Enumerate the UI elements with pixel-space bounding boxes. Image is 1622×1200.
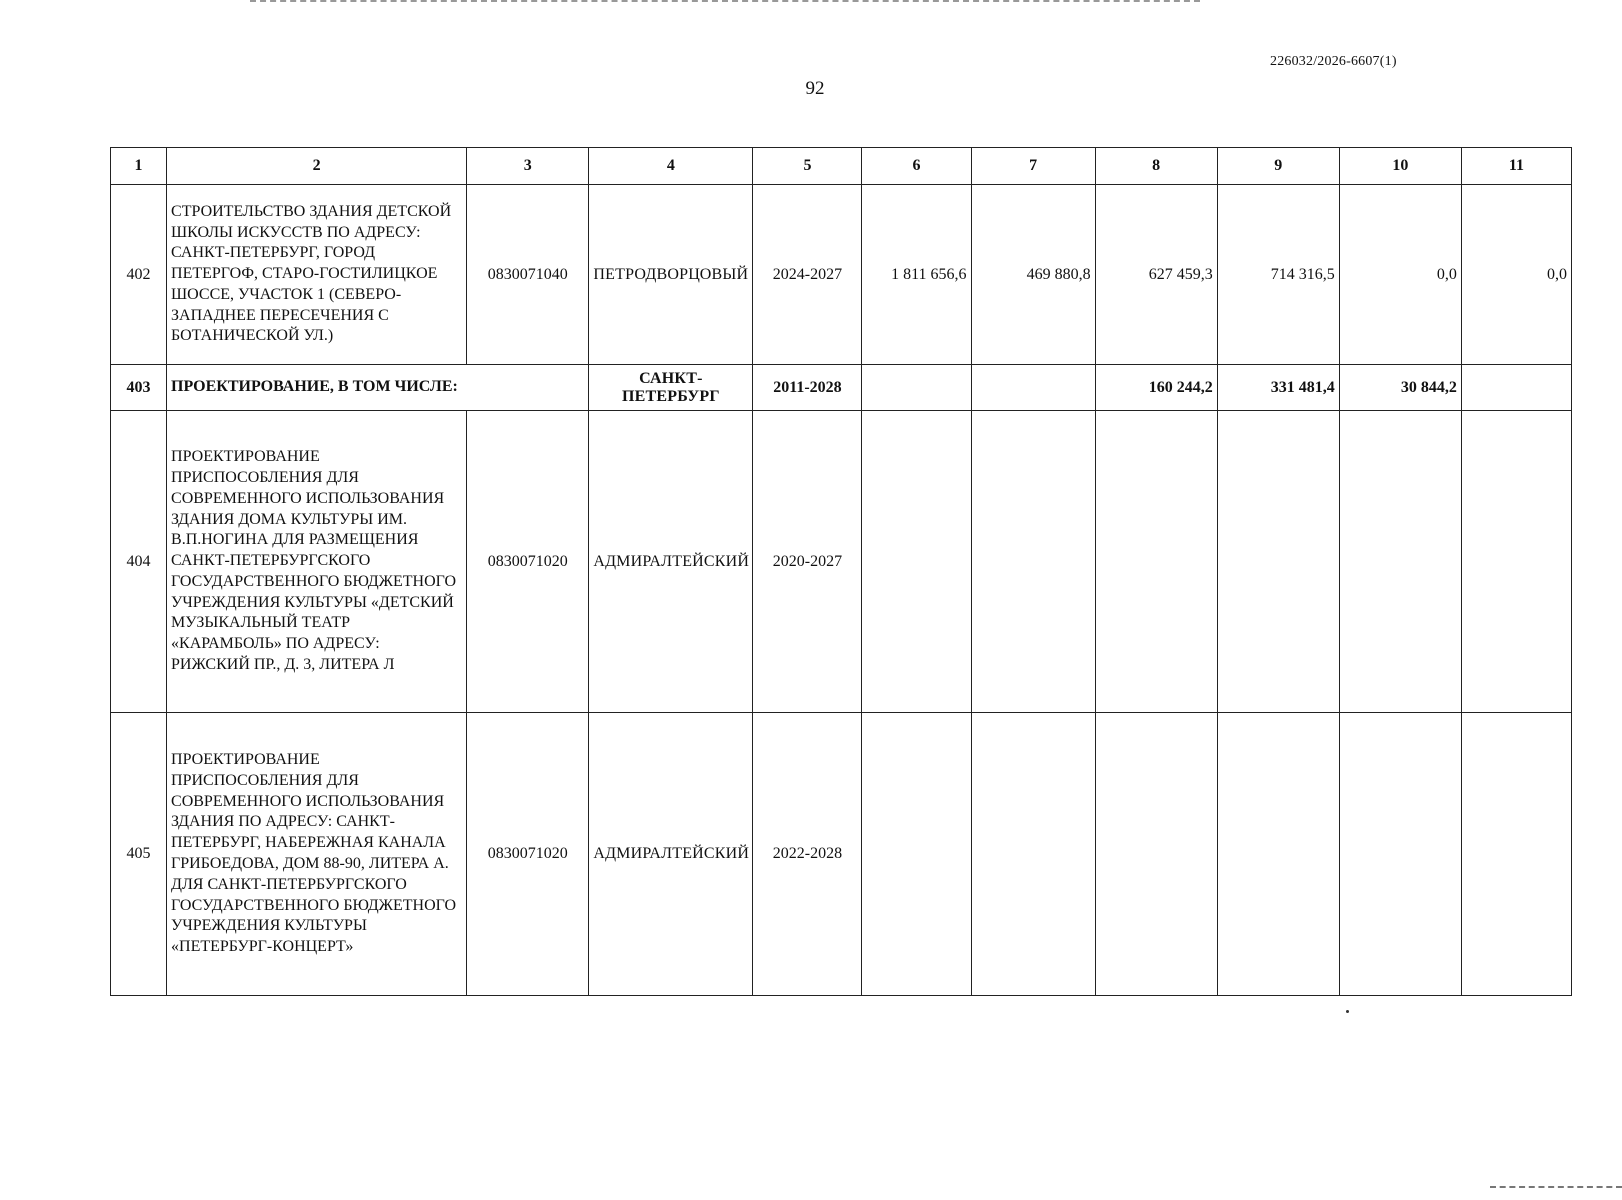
column-header: 6 (862, 148, 971, 185)
row-number: 403 (111, 365, 167, 411)
column-header: 11 (1461, 148, 1571, 185)
table-row (111, 411, 1572, 713)
column-header: 9 (1217, 148, 1339, 185)
years: 2024-2027 (753, 185, 862, 365)
value-col-8: 160 244,2 (1095, 365, 1217, 411)
column-header: 10 (1339, 148, 1461, 185)
column-header: 3 (467, 148, 589, 185)
value-col-10: 0,0 (1339, 185, 1461, 365)
value-col-7: 469 880,8 (971, 185, 1095, 365)
value-col-6 (862, 411, 971, 713)
object-name: ПРОЕКТИРОВАНИЕ ПРИСПОСОБЛЕНИЯ ДЛЯ СОВРЕМЕННОГО ИСПОЛЬЗОВАНИЯ ЗДАНИЯ ДОМА КУЛЬТУРЫ ИМ. В.П.НОГИНА ДЛЯ РАЗМЕЩЕНИЯ САНКТ-ПЕТЕРБУРГСКОГО ГОСУДАРСТВЕННОГО БЮДЖЕТНОГО УЧРЕЖДЕНИЯ КУЛЬТУРЫ «ДЕТСКИЙ МУЗЫКАЛЬНЫЙ ТЕАТР «КАРАМБОЛЬ» ПО АДРЕСУ: РИЖСКИЙ ПР., Д. 3, ЛИТЕРА Л (167, 411, 467, 713)
value-col-8: 627 459,3 (1095, 185, 1217, 365)
value-col-10: 30 844,2 (1339, 365, 1461, 411)
bottom-scan-rule (1490, 1186, 1622, 1189)
row-number: 405 (111, 713, 167, 996)
document-number: 226032/2026-6607(1) (1270, 54, 1397, 69)
object-name: СТРОИТЕЛЬСТВО ЗДАНИЯ ДЕТСКОЙ ШКОЛЫ ИСКУССТВ ПО АДРЕСУ: САНКТ-ПЕТЕРБУРГ, ГОРОД ПЕТЕРГОФ, СТАРО-ГОСТИЛИЦКОЕ ШОССЕ, УЧАСТОК 1 (СЕВЕРО-ЗАПАДНЕЕ ПЕРЕСЕЧЕНИЯ С БОТАНИЧЕСКОЙ УЛ.) (167, 185, 467, 365)
years: 2022-2028 (753, 713, 862, 996)
column-number-row (111, 148, 1572, 185)
object-name: ПРОЕКТИРОВАНИЕ ПРИСПОСОБЛЕНИЯ ДЛЯ СОВРЕМЕННОГО ИСПОЛЬЗОВАНИЯ ЗДАНИЯ ПО АДРЕСУ: САНКТ-ПЕТЕРБУРГ, НАБЕРЕЖНАЯ КАНАЛА ГРИБОЕДОВА, ДОМ 88-90, ЛИТЕРА А. ДЛЯ САНКТ-ПЕТЕРБУРГСКОГО ГОСУДАРСТВЕННОГО БЮДЖЕТНОГО УЧРЕЖДЕНИЯ КУЛЬТУРЫ «ПЕТЕРБУРГ-КОНЦЕРТ» (167, 713, 467, 996)
value-col-10 (1339, 713, 1461, 996)
value-col-7 (971, 411, 1095, 713)
object-name: ПРОЕКТИРОВАНИЕ, В ТОМ ЧИСЛЕ: (167, 365, 589, 411)
column-header: 1 (111, 148, 167, 185)
value-col-9: 714 316,5 (1217, 185, 1339, 365)
value-col-11 (1461, 365, 1571, 411)
value-col-8 (1095, 713, 1217, 996)
value-col-8 (1095, 411, 1217, 713)
value-col-11 (1461, 713, 1571, 996)
value-col-9 (1217, 713, 1339, 996)
page-number: 92 (805, 78, 825, 99)
district: САНКТ-ПЕТЕРБУРГ (589, 365, 753, 411)
district: ПЕТРОДВОРЦОВЫЙ (589, 185, 753, 365)
budget-code: 0830071040 (467, 185, 589, 365)
table-row-summary (111, 365, 1572, 411)
district: АДМИРАЛТЕЙСКИЙ (589, 411, 753, 713)
district: АДМИРАЛТЕЙСКИЙ (589, 713, 753, 996)
column-header: 8 (1095, 148, 1217, 185)
budget-code: 0830071020 (467, 411, 589, 713)
budget-code: 0830071020 (467, 713, 589, 996)
row-number: 402 (111, 185, 167, 365)
column-header: 4 (589, 148, 753, 185)
row-number: 404 (111, 411, 167, 713)
column-header: 7 (971, 148, 1095, 185)
value-col-10 (1339, 411, 1461, 713)
value-col-7 (971, 713, 1095, 996)
column-header: 2 (167, 148, 467, 185)
scan-speck (1346, 1010, 1349, 1013)
top-scan-rule (250, 0, 1200, 3)
table-row (111, 713, 1572, 996)
value-col-9: 331 481,4 (1217, 365, 1339, 411)
years: 2020-2027 (753, 411, 862, 713)
value-col-6 (862, 713, 971, 996)
value-col-6: 1 811 656,6 (862, 185, 971, 365)
value-col-7 (971, 365, 1095, 411)
appendix-table (110, 147, 1572, 996)
years: 2011-2028 (753, 365, 862, 411)
value-col-9 (1217, 411, 1339, 713)
column-header: 5 (753, 148, 862, 185)
value-col-11: 0,0 (1461, 185, 1571, 365)
table-row (111, 185, 1572, 365)
value-col-11 (1461, 411, 1571, 713)
value-col-6 (862, 365, 971, 411)
